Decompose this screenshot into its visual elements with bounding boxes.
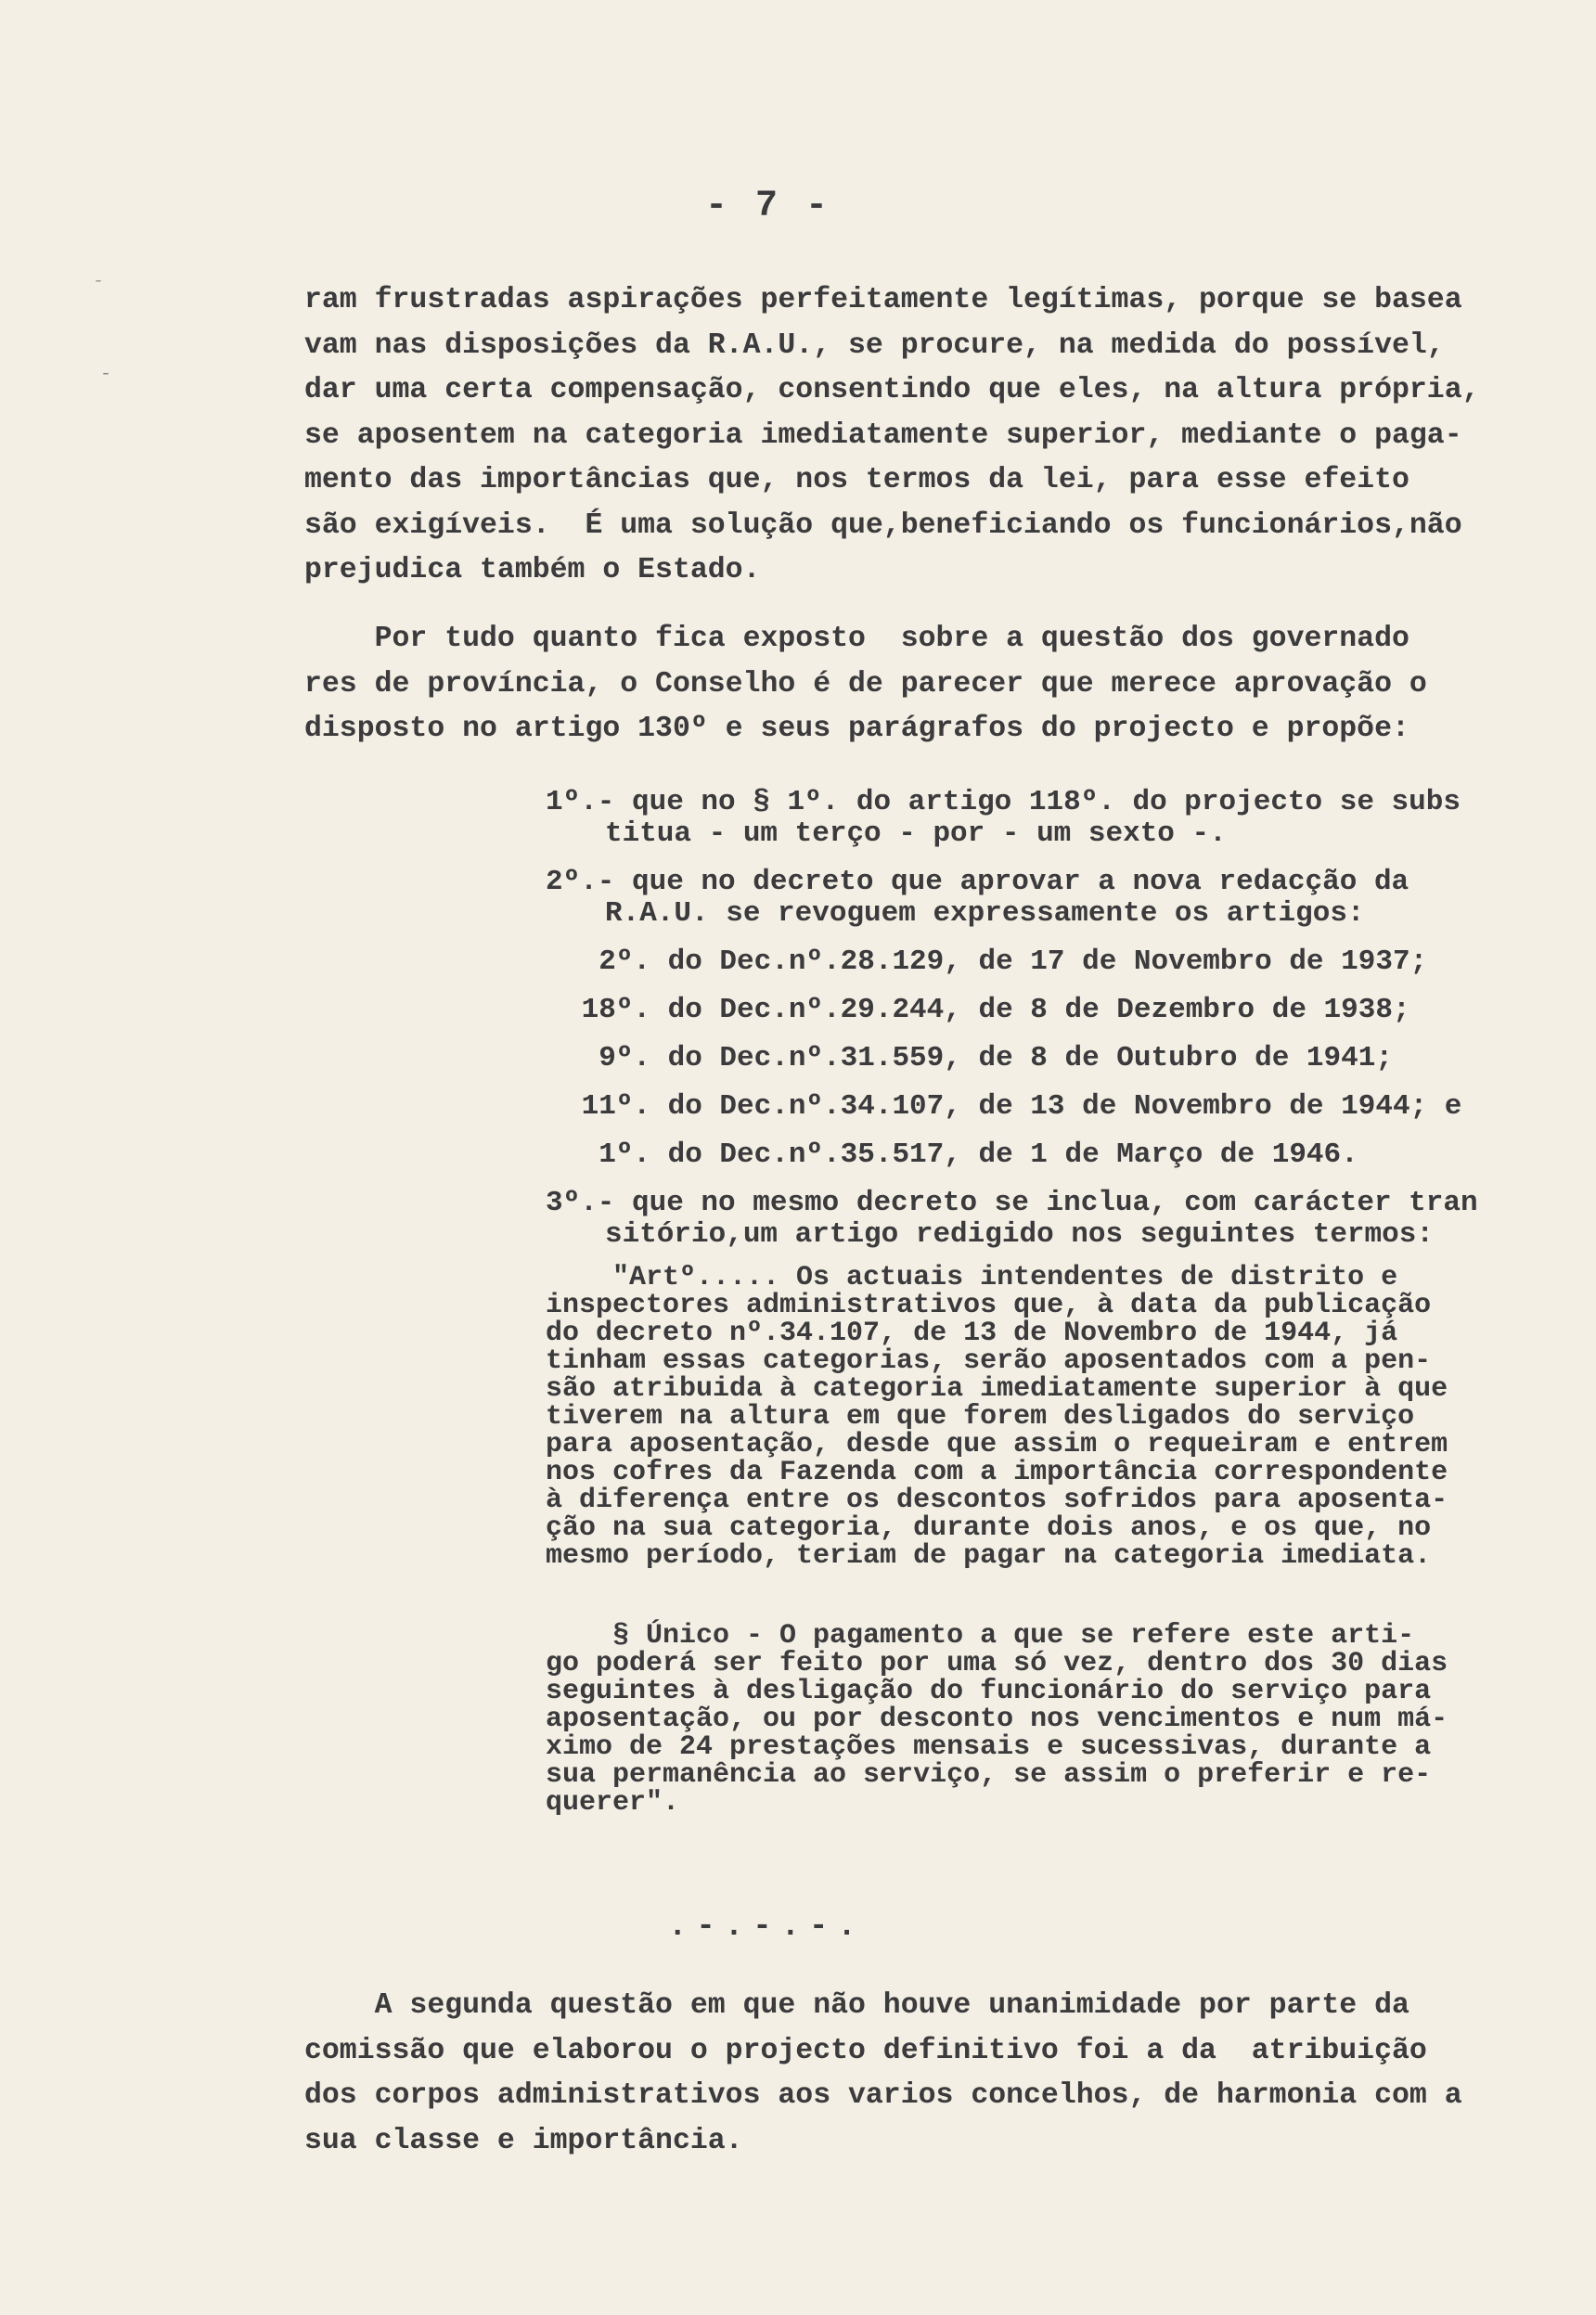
quote-line: nos cofres da Fazenda com a importância correspondente xyxy=(546,1457,1448,1488)
revoked-decree: 2º. do Dec.nº.28.129, de 17 de Novembro de 1937; xyxy=(564,945,1428,978)
quote-line: do decreto nº.34.107, de 13 de Novembro de 1944, já xyxy=(546,1318,1398,1349)
text-line: vam nas disposições da R.A.U., se procure, na medida do possível, xyxy=(304,328,1445,362)
revoked-decree-list xyxy=(546,946,1529,1171)
text-line: mento das importâncias que, nos termos da lei, para esse efeito xyxy=(304,464,1409,496)
text-line: comissão que elaborou o projecto definitivo foi a da atribuição xyxy=(304,2034,1427,2067)
quote-line: à diferença entre os descontos sofridos para aposenta- xyxy=(546,1485,1448,1516)
proposal-line: 2º.- que no decreto que aprovar a nova redacção da xyxy=(546,866,1409,898)
revoked-decree: 9º. do Dec.nº.31.559, de 8 de Outubro de 1941; xyxy=(564,1042,1393,1074)
quote-line: tinham essas categorias, serão aposentados com a pen- xyxy=(546,1345,1432,1377)
text-line: sua classe e importância. xyxy=(304,2124,743,2157)
text-line: prejudica também o Estado. xyxy=(304,554,761,586)
quote-line: sua permanência ao serviço, se assim o preferir e re- xyxy=(546,1759,1432,1791)
proposal-line: sitório,um artigo redigido nos seguintes termos: xyxy=(605,1218,1434,1251)
proposal-item xyxy=(546,867,1529,930)
quote-line: são atribuida à categoria imediatamente superior à que xyxy=(546,1373,1448,1405)
revoked-decree: 11º. do Dec.nº.34.107, de 13 de Novembro de 1944; e xyxy=(564,1090,1462,1123)
quote-line: tiverem na altura em que forem desligados do serviço xyxy=(546,1401,1415,1433)
section-separator: .-.-.-. xyxy=(668,1910,866,1945)
proposal-item xyxy=(546,787,1529,850)
quote-line: aposentação, ou por desconto nos vencimentos e num má- xyxy=(546,1704,1448,1735)
proposal-item xyxy=(546,1188,1529,1251)
quote-line: inspectores administrativos que, à data da publicação xyxy=(546,1290,1432,1321)
text-line: ram frustradas aspirações perfeitamente legítimas, porque se basea xyxy=(304,284,1462,316)
proposal-line: 1º.- que no § 1º. do artigo 118º. do projecto se subs xyxy=(546,786,1461,818)
quote-line: go poderá ser feito por uma só vez, dentro dos 30 dias xyxy=(546,1648,1448,1679)
second-paragraph xyxy=(304,617,1529,752)
quote-line: para aposentação, desde que assim o requeiram e entrem xyxy=(546,1429,1448,1460)
quote-line: seguintes à desligação do funcionário do serviço para xyxy=(546,1676,1432,1707)
text-line: disposto no artigo 130º e seus parágrafos do projecto e propõe: xyxy=(304,713,1409,745)
quoted-single-paragraph xyxy=(546,1622,1529,1817)
revoked-decree: 18º. do Dec.nº.29.244, de 8 de Dezembro de 1938; xyxy=(564,994,1410,1026)
quote-line: mesmo período, teriam de pagar na categoria imediata. xyxy=(546,1540,1432,1572)
text-line: se aposentem na categoria imediatamente superior, mediante o paga- xyxy=(304,418,1462,452)
final-paragraph xyxy=(304,1984,1529,2164)
quote-line: § Único - O pagamento a que se refere este arti- xyxy=(546,1620,1415,1652)
revoked-decree: 1º. do Dec.nº.35.517, de 1 de Março de 1946. xyxy=(564,1138,1358,1171)
proposal-line: titua - um terço - por - um sexto -. xyxy=(605,817,1227,850)
text-line: A segunda questão em que não houve unanimidade por parte da xyxy=(304,1989,1409,2022)
proposal-line: 3º.- que no mesmo decreto se inclua, com carácter tran xyxy=(546,1187,1478,1219)
text-line: são exigíveis. É uma solução que,beneficiando os funcionários,não xyxy=(304,508,1462,542)
proposal-list xyxy=(546,787,1529,1267)
quoted-article xyxy=(546,1264,1529,1570)
margin-mark: ˉ xyxy=(93,278,105,300)
text-line: Por tudo quanto fica exposto sobre a questão dos governado xyxy=(304,623,1409,655)
page-number: - 7 - xyxy=(705,186,831,227)
text-line: dos corpos administrativos aos varios concelhos, de harmonia com a xyxy=(304,2079,1462,2112)
quote-line: ximo de 24 prestações mensais e sucessivas, durante a xyxy=(546,1731,1432,1763)
quote-line: ção na sua categoria, durante dois anos, e os que, no xyxy=(546,1512,1432,1544)
proposal-line: R.A.U. se revoguem expressamente os artigos: xyxy=(605,897,1365,930)
margin-mark: - xyxy=(100,364,112,385)
text-line: dar uma certa compensação, consentindo que eles, na altura própria, xyxy=(304,374,1480,406)
quote-line: "Artº..... Os actuais intendentes de distrito e xyxy=(546,1262,1398,1293)
intro-paragraph xyxy=(304,278,1529,594)
quote-line: querer". xyxy=(546,1787,680,1819)
text-line: res de província, o Conselho é de parecer que merece aprovação o xyxy=(304,667,1427,701)
